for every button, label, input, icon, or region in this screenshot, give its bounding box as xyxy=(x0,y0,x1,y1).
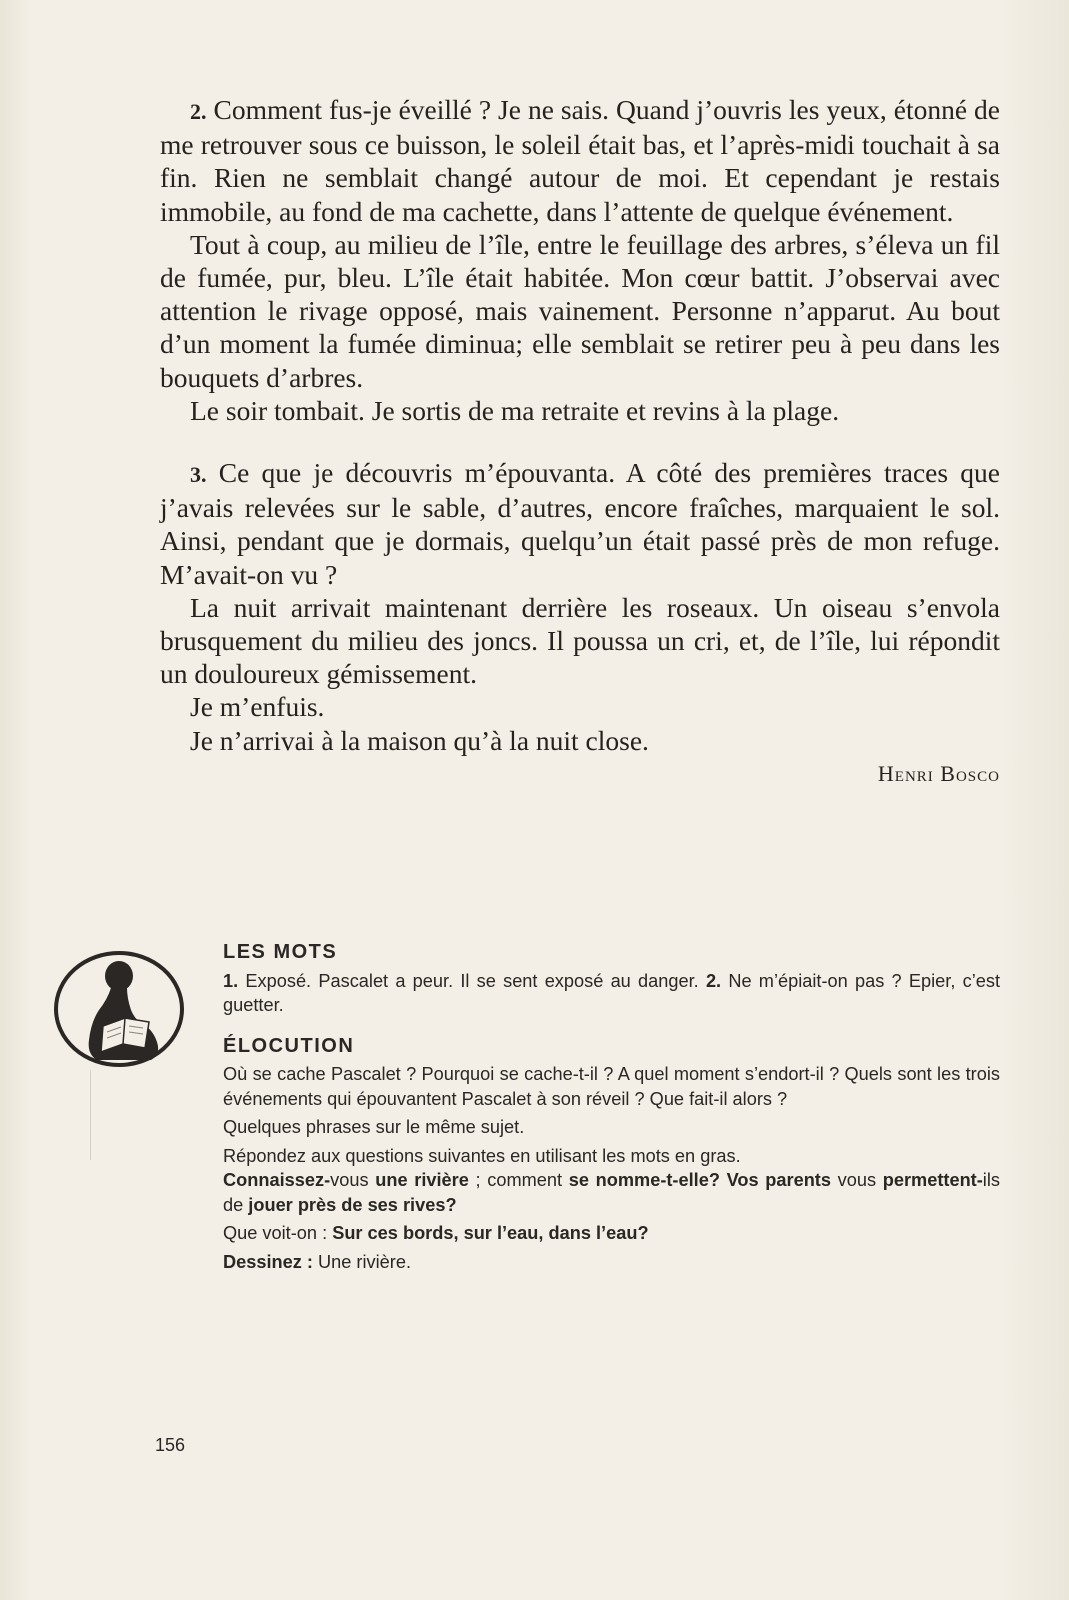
page-number: 156 xyxy=(155,1435,186,1455)
lesson-box xyxy=(223,940,1000,1278)
story-text xyxy=(160,93,1000,790)
exercise-text: Dessinez : Une rivière. xyxy=(223,1251,412,1272)
exercise-text: Répondez aux questions suivantes en utilisant les mots en gras. Connaissez-vous une rivière ; comment se nomme-t-elle? Vos parents vous permettent-ils de jouer près de ses rives? xyxy=(223,1145,1000,1215)
paragraph-3 xyxy=(160,456,1000,591)
paragraph: Je m’enfuis. xyxy=(190,691,325,723)
paragraph-2 xyxy=(160,93,1000,228)
margin-mark xyxy=(90,1070,91,1160)
paragraph: Tout à coup, au milieu de l’île, entre le feuillage des arbres, s’éleva un fil de fumée, pur, bleu. L’île était habitée. Mon cœur battit. J’observai avec attention le rivage opposé, mais vainement. Personne n’apparut. Au bout d’un moment la fumée diminua; elle semblait se retirer peu à peu dans les bouquets d’arbres. xyxy=(160,228,1000,393)
exercise-text: Que voit-on : Sur ces bords, sur l’eau, dans l’eau? xyxy=(223,1223,649,1243)
paragraph-text: Comment fus-je éveillé ? Je ne sais. Quand j’ouvris les yeux, étonné de me retrouver sous ce buisson, le soleil était bas, et l’après-midi touchait à sa fin. Rien ne semblait changé autour de moi. Et cependant je restais immobile, au fond de ma cachette, dans l’attente de quelque événement. xyxy=(160,94,1000,227)
paragraph-text: Ce que je découvris m’épouvanta. A côté des premières traces que j’avais relevées sur le sable, d’autres, encore fraîches, marquaient le sol. Ainsi, pendant que je dormais, quelqu’un était passé près de mon refuge. M’avait-on vu ? xyxy=(160,457,1000,590)
question-text: Où se cache Pascalet ? Pourquoi se cache-t-il ? A quel moment s’endort-il ? Quels sont les trois événements qui épouvantent Pascalet à son réveil ? Que fait-il alors ? xyxy=(223,1064,1000,1109)
vocabulary-text: 1. Exposé. Pascalet a peur. Il se sent exposé au danger. 2. Ne m’épiait-on pas ? Epier, c’est guetter. xyxy=(223,970,1001,1015)
elocution-heading: ÉLOCUTION xyxy=(223,1034,355,1057)
les-mots-heading: LES MOTS xyxy=(223,941,338,963)
section-number: 3. xyxy=(190,462,207,488)
instruction-text: Quelques phrases sur le même sujet. xyxy=(223,1117,525,1137)
section-number: 2. xyxy=(190,99,207,124)
paragraph: Je n’arrivai à la maison qu’à la nuit close. xyxy=(190,724,649,756)
author-name: Henri Bosco xyxy=(877,760,1000,786)
reading-child-icon xyxy=(53,950,185,1068)
paragraph: La nuit arrivait maintenant derrière les roseaux. Un oiseau s’envola brusquement du milieu des joncs. Il poussa un cri, et, de l’île, lui répondit un douloureux gémissement. xyxy=(160,591,1000,690)
paragraph: Le soir tombait. Je sortis de ma retraite et revins à la plage. xyxy=(190,394,840,426)
